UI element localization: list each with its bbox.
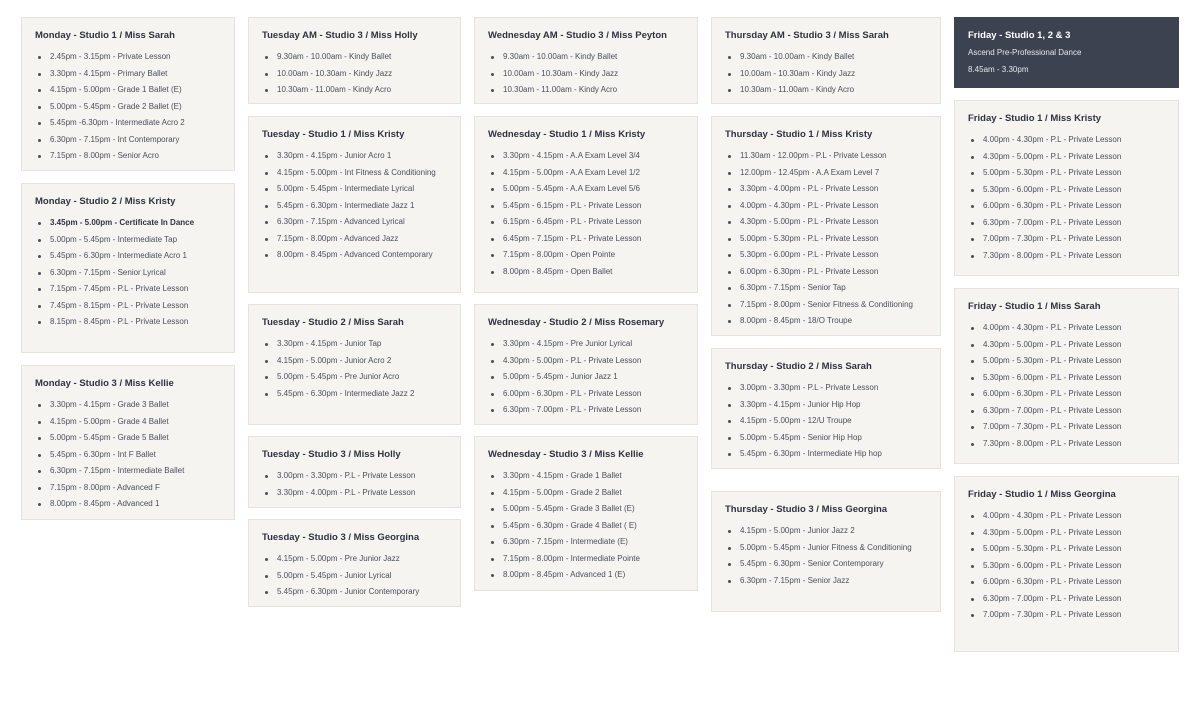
- class-list-item: 3.30pm - 4.00pm - P.L - Private Lesson: [262, 485, 447, 502]
- class-list-item: 5.45pm - 6.30pm - Intermediate Hip hop: [725, 446, 927, 463]
- class-list-item: 5.00pm - 5.45pm - Junior Fitness & Conditioning: [725, 540, 927, 557]
- card-monday-studio-2: [21, 183, 235, 353]
- class-list-item: 9.30am - 10.00am - Kindy Ballet: [488, 49, 684, 66]
- class-list-item: 7.00pm - 7.30pm - P.L - Private Lesson: [968, 419, 1165, 436]
- class-list-item: 5.00pm - 5.30pm - P.L - Private Lesson: [725, 231, 927, 248]
- card-title: Thursday AM - Studio 3 / Miss Sarah: [725, 30, 889, 41]
- card-monday-studio-3: [21, 365, 235, 520]
- class-list-item: 3.30pm - 4.15pm - Grade 3 Ballet: [35, 397, 221, 414]
- class-list-item: 12.00pm - 12.45pm - A.A Exam Level 7: [725, 165, 927, 182]
- class-list-item: 4.30pm - 5.00pm - P.L - Private Lesson: [725, 214, 927, 231]
- class-list-item: 4.15pm - 5.00pm - Grade 2 Ballet: [488, 485, 684, 502]
- class-list-item: 7.00pm - 7.30pm - P.L - Private Lesson: [968, 607, 1165, 624]
- card-thursday-studio-2: [711, 348, 941, 469]
- class-list-item: 4.30pm - 5.00pm - P.L - Private Lesson: [488, 353, 684, 370]
- class-list-item: 3.30pm - 4.15pm - A.A Exam Level 3/4: [488, 148, 684, 165]
- class-list-item: 4.30pm - 5.00pm - P.L - Private Lesson: [968, 337, 1165, 354]
- class-list-item: 4.15pm - 5.00pm - Int Fitness & Conditioning: [262, 165, 447, 182]
- card-title: Monday - Studio 1 / Miss Sarah: [35, 30, 175, 41]
- class-list-item: 10.00am - 10.30am - Kindy Jazz: [488, 66, 684, 83]
- class-list: [725, 523, 927, 589]
- class-list: [262, 148, 447, 264]
- card-title: Friday - Studio 1 / Miss Kristy: [968, 113, 1102, 124]
- card-thursday-am-studio-3: [711, 17, 941, 104]
- class-list: [262, 551, 447, 601]
- class-list-item: 6.30pm - 7.15pm - Int Contemporary: [35, 132, 221, 149]
- class-list-item: 3.30pm - 4.15pm - Grade 1 Ballet: [488, 468, 684, 485]
- class-list-item: 3.00pm - 3.30pm - P.L - Private Lesson: [262, 468, 447, 485]
- class-list-item: 5.45pm - 6.30pm - Int F Ballet: [35, 447, 221, 464]
- class-list-item: 5.30pm - 6.00pm - P.L - Private Lesson: [968, 182, 1165, 199]
- class-list-item: 6.30pm - 7.15pm - Senior Lyrical: [35, 265, 221, 282]
- class-list-item: 6.00pm - 6.30pm - P.L - Private Lesson: [968, 386, 1165, 403]
- card-tuesday-studio-1: [248, 116, 461, 293]
- class-list-item: 7.15pm - 8.00pm - Intermediate Pointe: [488, 551, 684, 568]
- card-tuesday-studio-2: [248, 304, 461, 425]
- card-title: Tuesday - Studio 3 / Miss Georgina: [262, 532, 420, 543]
- class-list-item: 7.15pm - 8.00pm - Open Pointe: [488, 247, 684, 264]
- class-list-item: 7.15pm - 8.00pm - Advanced F: [35, 480, 221, 497]
- class-list-item: 5.00pm - 5.30pm - P.L - Private Lesson: [968, 353, 1165, 370]
- class-list-item: 5.45pm - 6.30pm - Intermediate Jazz 2: [262, 386, 447, 403]
- class-list-item: 8.15pm - 8.45pm - P.L - Private Lesson: [35, 314, 221, 331]
- class-list-item: 11.30am - 12.00pm - P.L - Private Lesson: [725, 148, 927, 165]
- card-wednesday-studio-3: [474, 436, 698, 591]
- class-list-item: 4.30pm - 5.00pm - P.L - Private Lesson: [968, 149, 1165, 166]
- class-list: [488, 148, 684, 280]
- card-thursday-studio-1: [711, 116, 941, 336]
- class-list-item: 4.00pm - 4.30pm - P.L - Private Lesson: [725, 198, 927, 215]
- class-list-item: 5.45pm -6.30pm - Intermediate Acro 2: [35, 115, 221, 132]
- card-title: Wednesday - Studio 2 / Miss Rosemary: [488, 317, 665, 328]
- card-wednesday-am-studio-3: [474, 17, 698, 104]
- class-list: [262, 468, 447, 501]
- card-title: Friday - Studio 1 / Miss Georgina: [968, 489, 1116, 500]
- card-thursday-studio-3: [711, 491, 941, 612]
- class-list-item: 3.30pm - 4.15pm - Junior Hip Hop: [725, 397, 927, 414]
- class-list: [488, 336, 684, 419]
- class-list-item: 3.30pm - 4.15pm - Pre Junior Lyrical: [488, 336, 684, 353]
- class-list-item: 6.30pm - 7.15pm - Advanced Lyrical: [262, 214, 447, 231]
- class-list-item: 3.30pm - 4.15pm - Junior Acro 1: [262, 148, 447, 165]
- card-friday-studio-1-georgina: [954, 476, 1179, 652]
- class-list-item: 5.00pm - 5.45pm - Grade 2 Ballet (E): [35, 99, 221, 116]
- class-list-item: 5.30pm - 6.00pm - P.L - Private Lesson: [968, 370, 1165, 387]
- class-list-item: 5.45pm - 6.15pm - P.L - Private Lesson: [488, 198, 684, 215]
- class-list-item: 8.00pm - 8.45pm - 18/O Troupe: [725, 313, 927, 330]
- class-list-item: 5.30pm - 6.00pm - P.L - Private Lesson: [725, 247, 927, 264]
- card-title: Monday - Studio 3 / Miss Kellie: [35, 378, 174, 389]
- class-list-item: 5.00pm - 5.45pm - Grade 5 Ballet: [35, 430, 221, 447]
- class-list-item: 4.15pm - 5.00pm - Pre Junior Jazz: [262, 551, 447, 568]
- class-list-item: 4.15pm - 5.00pm - 12/U Troupe: [725, 413, 927, 430]
- class-list: [725, 380, 927, 463]
- class-list-item: 6.45pm - 7.15pm - P.L - Private Lesson: [488, 231, 684, 248]
- class-list-item: 7.15pm - 8.00pm - Senior Fitness & Conditioning: [725, 297, 927, 314]
- class-list-item: 4.15pm - 5.00pm - Grade 4 Ballet: [35, 414, 221, 431]
- class-list-item: 5.00pm - 5.45pm - Junior Jazz 1: [488, 369, 684, 386]
- card-title: Thursday - Studio 2 / Miss Sarah: [725, 361, 872, 372]
- class-list-item: 5.45pm - 6.30pm - Intermediate Jazz 1: [262, 198, 447, 215]
- class-list-item: 8.00pm - 8.45pm - Open Ballet: [488, 264, 684, 281]
- class-list: [35, 397, 221, 513]
- class-list-item: 8.00pm - 8.45pm - Advanced 1 (E): [488, 567, 684, 584]
- card-subtitle-line: 8.45am - 3.30pm: [968, 65, 1029, 74]
- class-list-item: 5.00pm - 5.30pm - P.L - Private Lesson: [968, 165, 1165, 182]
- class-list-item: 10.30am - 11.00am - Kindy Acro: [725, 82, 927, 99]
- class-list: [262, 336, 447, 402]
- card-tuesday-am-studio-3: [248, 17, 461, 104]
- class-list-item: 6.30pm - 7.15pm - Intermediate Ballet: [35, 463, 221, 480]
- card-friday-studio-1-2-3: [954, 17, 1179, 88]
- class-list-item: 9.30am - 10.00am - Kindy Ballet: [725, 49, 927, 66]
- card-friday-studio-1-kristy: [954, 100, 1179, 276]
- class-list-item: 5.00pm - 5.45pm - A.A Exam Level 5/6: [488, 181, 684, 198]
- class-list: [968, 320, 1165, 452]
- card-title: Tuesday - Studio 2 / Miss Sarah: [262, 317, 404, 328]
- class-list-item: 5.00pm - 5.45pm - Intermediate Tap: [35, 232, 221, 249]
- class-list-item: 3.00pm - 3.30pm - P.L - Private Lesson: [725, 380, 927, 397]
- card-title: Wednesday AM - Studio 3 / Miss Peyton: [488, 30, 667, 41]
- class-list-item: 4.00pm - 4.30pm - P.L - Private Lesson: [968, 508, 1165, 525]
- class-list-item: 3.30pm - 4.15pm - Junior Tap: [262, 336, 447, 353]
- class-list-item: 8.00pm - 8.45pm - Advanced 1: [35, 496, 221, 513]
- class-list-item: 5.45pm - 6.30pm - Junior Contemporary: [262, 584, 447, 601]
- card-title: Wednesday - Studio 1 / Miss Kristy: [488, 129, 646, 140]
- class-list-item: 4.15pm - 5.00pm - Junior Acro 2: [262, 353, 447, 370]
- class-list-item: 10.30am - 11.00am - Kindy Acro: [262, 82, 447, 99]
- class-list: [488, 468, 684, 584]
- class-list-item: 6.30pm - 7.00pm - P.L - Private Lesson: [968, 591, 1165, 608]
- class-list-item: 5.00pm - 5.30pm - P.L - Private Lesson: [968, 541, 1165, 558]
- class-list-item: 3.30pm - 4.15pm - Primary Ballet: [35, 66, 221, 83]
- class-list-item: 6.15pm - 6.45pm - P.L - Private Lesson: [488, 214, 684, 231]
- class-list-item: 3.45pm - 5.00pm - Certificate In Dance: [35, 215, 221, 232]
- card-title: Tuesday - Studio 3 / Miss Holly: [262, 449, 401, 460]
- class-list-item: 7.30pm - 8.00pm - P.L - Private Lesson: [968, 248, 1165, 265]
- class-list-item: 6.00pm - 6.30pm - P.L - Private Lesson: [725, 264, 927, 281]
- class-list-item: 5.00pm - 5.45pm - Junior Lyrical: [262, 568, 447, 585]
- card-title: Thursday - Studio 3 / Miss Georgina: [725, 504, 888, 515]
- class-list-item: 7.15pm - 8.00pm - Senior Acro: [35, 148, 221, 165]
- class-list-item: 6.30pm - 7.00pm - P.L - Private Lesson: [488, 402, 684, 419]
- class-list-item: 8.00pm - 8.45pm - Advanced Contemporary: [262, 247, 447, 264]
- class-list-item: 7.15pm - 7.45pm - P.L - Private Lesson: [35, 281, 221, 298]
- card-wednesday-studio-1: [474, 116, 698, 293]
- card-friday-studio-1-sarah: [954, 288, 1179, 464]
- class-list-item: 5.45pm - 6.30pm - Intermediate Acro 1: [35, 248, 221, 265]
- class-list: [725, 49, 927, 99]
- class-list: [262, 49, 447, 99]
- class-list-item: 4.30pm - 5.00pm - P.L - Private Lesson: [968, 525, 1165, 542]
- class-list-item: 6.00pm - 6.30pm - P.L - Private Lesson: [968, 198, 1165, 215]
- class-list-item: 4.00pm - 4.30pm - P.L - Private Lesson: [968, 320, 1165, 337]
- class-list-item: 2.45pm - 3.15pm - Private Lesson: [35, 49, 221, 66]
- card-title: Friday - Studio 1 / Miss Sarah: [968, 301, 1101, 312]
- class-list-item: 6.30pm - 7.15pm - Intermediate (E): [488, 534, 684, 551]
- class-list-item: 4.15pm - 5.00pm - Grade 1 Ballet (E): [35, 82, 221, 99]
- class-list-item: 5.00pm - 5.45pm - Intermediate Lyrical: [262, 181, 447, 198]
- card-subtitle-line: Ascend Pre-Professional Dance: [968, 48, 1082, 57]
- class-list-item: 6.00pm - 6.30pm - P.L - Private Lesson: [968, 574, 1165, 591]
- class-list-item: 4.15pm - 5.00pm - A.A Exam Level 1/2: [488, 165, 684, 182]
- class-list: [968, 508, 1165, 624]
- class-list-item: 6.30pm - 7.15pm - Senior Tap: [725, 280, 927, 297]
- class-list-item: 10.00am - 10.30am - Kindy Jazz: [725, 66, 927, 83]
- class-list: [725, 148, 927, 330]
- class-list-item: 9.30am - 10.00am - Kindy Ballet: [262, 49, 447, 66]
- class-list-item: 10.30am - 11.00am - Kindy Acro: [488, 82, 684, 99]
- class-list-item: 7.00pm - 7.30pm - P.L - Private Lesson: [968, 231, 1165, 248]
- class-list-item: 7.30pm - 8.00pm - P.L - Private Lesson: [968, 436, 1165, 453]
- card-title: Tuesday - Studio 1 / Miss Kristy: [262, 129, 405, 140]
- class-list-item: 10.00am - 10.30am - Kindy Jazz: [262, 66, 447, 83]
- class-list-item: 4.15pm - 5.00pm - Junior Jazz 2: [725, 523, 927, 540]
- card-monday-studio-1: [21, 17, 235, 171]
- card-tuesday-studio-3-holly: [248, 436, 461, 508]
- card-tuesday-studio-3-georgina: [248, 519, 461, 607]
- class-list: [35, 215, 221, 331]
- class-list-item: 5.45pm - 6.30pm - Grade 4 Ballet ( E): [488, 518, 684, 535]
- class-list-item: 7.15pm - 8.00pm - Advanced Jazz: [262, 231, 447, 248]
- class-list: [488, 49, 684, 99]
- card-title: Friday - Studio 1, 2 & 3: [968, 30, 1071, 41]
- class-list-item: 7.45pm - 8.15pm - P.L - Private Lesson: [35, 298, 221, 315]
- class-list-item: 6.30pm - 7.15pm - Senior Jazz: [725, 573, 927, 590]
- class-list-item: 6.30pm - 7.00pm - P.L - Private Lesson: [968, 403, 1165, 420]
- class-list-item: 3.30pm - 4.00pm - P.L - Private Lesson: [725, 181, 927, 198]
- class-list: [968, 132, 1165, 264]
- class-list-item: 5.45pm - 6.30pm - Senior Contemporary: [725, 556, 927, 573]
- class-list-item: 5.30pm - 6.00pm - P.L - Private Lesson: [968, 558, 1165, 575]
- class-list: [35, 49, 221, 165]
- class-list-item: 5.00pm - 5.45pm - Grade 3 Ballet (E): [488, 501, 684, 518]
- card-title: Monday - Studio 2 / Miss Kristy: [35, 196, 176, 207]
- class-list-item: 6.00pm - 6.30pm - P.L - Private Lesson: [488, 386, 684, 403]
- card-title: Tuesday AM - Studio 3 / Miss Holly: [262, 30, 418, 41]
- card-title: Wednesday - Studio 3 / Miss Kellie: [488, 449, 644, 460]
- card-wednesday-studio-2: [474, 304, 698, 425]
- class-list-item: 5.00pm - 5.45pm - Senior Hip Hop: [725, 430, 927, 447]
- class-list-item: 5.00pm - 5.45pm - Pre Junior Acro: [262, 369, 447, 386]
- class-list-item: 4.00pm - 4.30pm - P.L - Private Lesson: [968, 132, 1165, 149]
- card-title: Thursday - Studio 1 / Miss Kristy: [725, 129, 873, 140]
- class-list-item: 6.30pm - 7.00pm - P.L - Private Lesson: [968, 215, 1165, 232]
